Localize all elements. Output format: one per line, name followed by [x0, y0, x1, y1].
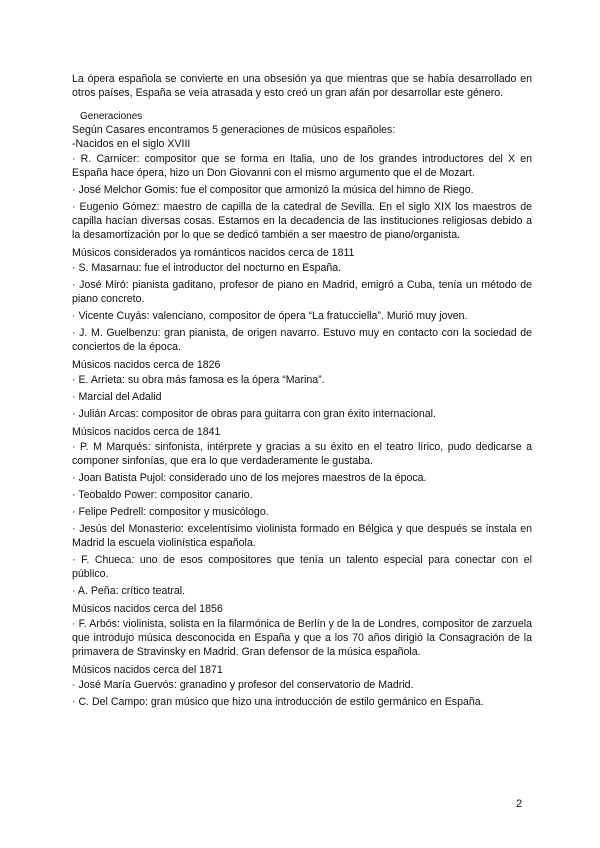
- list-item: · Julián Arcas: compositor de obras para guitarra con gran éxito internacional.: [72, 408, 436, 420]
- intro-paragraph: La ópera española se convierte en una obsesión ya que mientras que se había desarrollado en otros países, España se veía atrasada y esto creó un gran afán por desarrollar este género.: [72, 73, 532, 99]
- list-item: · C. Del Campo: gran músico que hizo una introducción de estilo germánico en España.: [72, 696, 484, 708]
- list-item: · R. Carnicer: compositor que se forma en Italia, uno de los grandes introductores del X en España hace ópera, hizo un Don Giovanni con el mismo argumento que el de Mozart.: [72, 153, 532, 179]
- page-number: 2: [516, 798, 523, 810]
- section-title: -Nacidos en el siglo XVIII: [72, 138, 191, 150]
- list-item: · José Melchor Gomis: fue el compositor que armonizó la música del himno de Riego.: [72, 184, 474, 196]
- list-item: · S. Masarnau: fue el introductor del nocturno en España.: [72, 262, 342, 274]
- lead-sentence: Según Casares encontramos 5 generaciones de músicos españoles:: [72, 124, 396, 136]
- list-item: · P. M Marqués: sinfonista, intérprete y gracias a su éxito en el teatro lírico, pudo dedicarse a componer sinfonías, que era lo que verdaderamente le gustaba.: [72, 441, 532, 467]
- subheading: Generaciones: [80, 111, 143, 122]
- section-1811: [72, 246, 532, 354]
- list-item: · José Miró: pianista gaditano, profesor de piano en Madrid, emigró a Cuba, tenía un método de piano concreto.: [72, 279, 532, 305]
- section-title: Músicos nacidos cerca de 1826: [72, 359, 221, 371]
- section-title: Músicos nacidos cerca de 1841: [72, 426, 221, 438]
- list-item: · F. Arbós: violinista, solista en la filarmónica de Berlín y de la de Londres, compositor de zarzuela que introdujo música desconocida en España y que a los 70 años dirigió la Consagración de la primavera de Stravinsky en Madrid. Gran defensor de la música española.: [72, 618, 532, 658]
- section-1826: [72, 358, 532, 421]
- list-item: · E. Arrieta: su obra más famosa es la ópera “Marina”.: [72, 374, 325, 386]
- list-item: · Vicente Cuyás: valenciano, compositor de ópera “La fratucciella”. Murió muy joven.: [72, 310, 468, 322]
- list-item: · J. M. Guelbenzu: gran pianista, de origen navarro. Estuvo muy en contacto con la sociedad de conciertos de la época.: [72, 327, 532, 353]
- section-title: Músicos nacidos cerca del 1856: [72, 603, 223, 615]
- list-item: · A. Peña: crítico teatral.: [72, 585, 186, 597]
- page-content: [72, 72, 532, 709]
- section-1841: [72, 425, 532, 598]
- list-item: · Felipe Pedrell: compositor y musicólogo.: [72, 506, 269, 518]
- list-item: · F. Chueca: uno de esos compositores que tenía un talento especial para conectar con el público.: [72, 554, 532, 580]
- section-1856: [72, 602, 532, 659]
- section-title: Músicos considerados ya románticos nacidos cerca de 1811: [72, 247, 355, 259]
- list-item: · José María Guervós: granadino y profesor del conservatorio de Madrid.: [72, 679, 414, 691]
- section-1871: [72, 663, 532, 709]
- list-item: · Teobaldo Power: compositor canario.: [72, 489, 253, 501]
- section-18th-century: [72, 137, 532, 242]
- section-title: Músicos nacidos cerca del 1871: [72, 664, 223, 676]
- list-item: · Jesús del Monasterio: excelentísimo violinista formado en Bélgica y que después se instala en Madrid la escuela violinística española.: [72, 523, 532, 549]
- list-item: · Joan Batista Pujol: considerado uno de los mejores maestros de la época.: [72, 472, 427, 484]
- list-item: · Marcial del Adalid: [72, 391, 162, 403]
- list-item: · Eugenio Gómez: maestro de capilla de la catedral de Sevilla. En el siglo XIX los maestros de capilla hacían diversas cosas. Estamos en la decadencia de las instituciones religiosas debido a la desamortización por lo que se dedicó también a ser maestro de piano/organista.: [72, 201, 532, 241]
